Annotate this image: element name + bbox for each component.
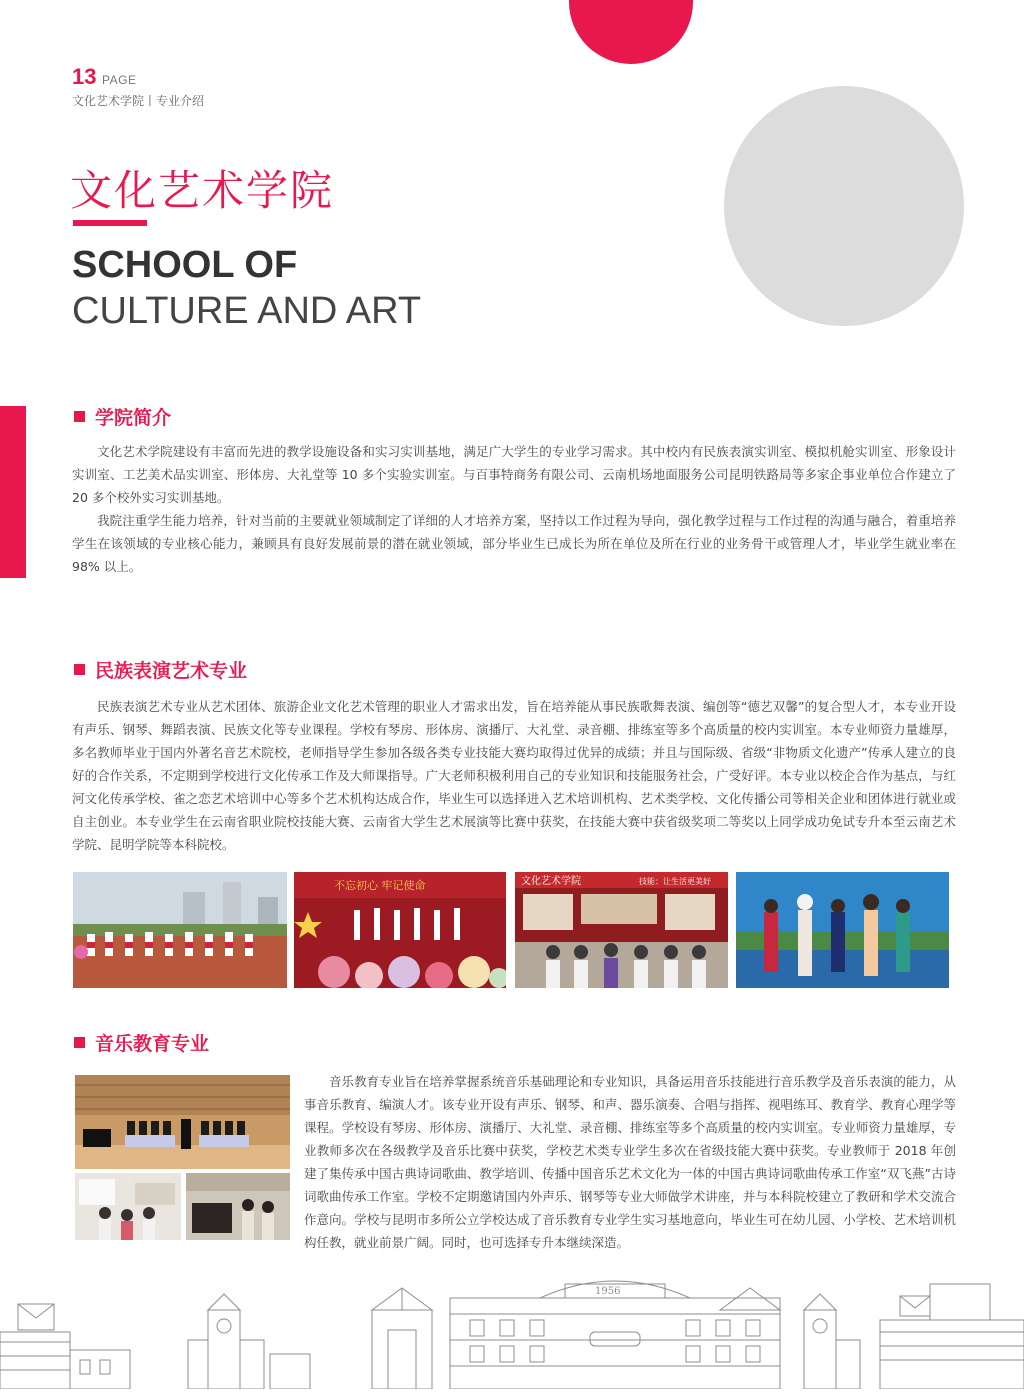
page-word: PAGE [102, 73, 137, 87]
photo-stadium-dance [73, 872, 287, 988]
building-year-text: 1956 [595, 1286, 621, 1297]
bullet-square-icon [74, 411, 85, 422]
photo-stage-performance [294, 872, 506, 988]
breadcrumb: 文化艺术学院丨专业介绍 [72, 94, 205, 108]
section-title: 音乐教育专业 [95, 1033, 210, 1055]
section-header-ethnic-performance [74, 656, 247, 683]
paragraph: 我院注重学生能力培养，针对当前的主要就业领域制定了详细的人才培养方案，坚持以工作过程为导向，强化教学过程与工作过程的沟通与融合，着重培养学生在该领域的专业核心能力，兼顾具有良好发展前景的潜在就业领域，部分毕业生已成长为所在单位及所在行业的业务骨干或管理人才，毕业学生就业率在 98% 以上。 [72, 513, 956, 574]
stage-banner-text: 不忘初心 牢记使命 [334, 879, 426, 892]
page-number: 13 [72, 64, 97, 89]
photo-music-lesson [186, 1173, 290, 1240]
section-music-body [304, 1070, 956, 1254]
bullet-square-icon [74, 1037, 85, 1048]
footer-skyline-illustration [0, 1270, 1024, 1389]
page-title-cn: 文化艺术学院 [70, 166, 335, 215]
title-underline [73, 220, 147, 226]
bullet-square-icon [74, 664, 85, 675]
paragraph: 民族表演艺术专业从艺术团体、旅游企业文化艺术管理的职业人才需求出发，旨在培养能从事民族歌舞表演、编创等“德艺双馨”的复合型人才，本专业开设有声乐、钢琴、舞蹈表演、民族文化等专业课程。学校有琴房、形体房、演播厅、大礼堂、录音棚、排练室等多个高质量的校内实训室。本专业师资力量雄厚，多名教师毕业于国内外著名音艺术院校，老师指导学生参加各级各类专业技能大赛均取得过优异的成绩；并且与国际级、省级“非物质文化遗产”传承人建立的良好的合作关系，不定期到学校进行文化传承工作及大师课指导。广大老师积极利用自己的专业知识和技能服务社会，广受好评。本专业以校企合作为基点，与红河文化传承学校、雀之恋艺术培训中心等多个艺术机构达成合作，毕业生可以选择进入艺术培训机构、艺术类学校、文化传播公司等相关企业和团体进行就业或自主创业。本专业学生在云南省职业院校技能大赛、云南省大学生艺术展演等比赛中获奖，在技能大赛中获省级奖项二等奖以上同学成功免试专升本至云南艺术学院、昆明学院等本科院校。 [72, 699, 956, 852]
photo-choir-concert-hall [75, 1075, 290, 1169]
section-intro-body [72, 440, 956, 578]
page-title-en-line1: SCHOOL OF [72, 244, 298, 286]
paragraph: 音乐教育专业旨在培养掌握系统音乐基础理论和专业知识，具备运用音乐技能进行音乐教学及音乐表演的能力，从事音乐教育、编演人才。该专业开设有声乐、钢琴、和声、器乐演奏、合唱与指挥、视唱练耳、教育学、教育心理学等课程。学校设有琴房、形体房、演播厅、大礼堂、录音棚、排练室等多个高质量的校内实训室。专业师资力量雄厚，专业教师多次在各级教学及音乐比赛中获奖，学校艺术类专业学生多次在省级技能大赛中获奖。专业教师于 2018 年创建了集传承中国古典诗词歌曲、教学培训、传播中国音乐艺术文化为一体的中国古典诗词歌曲传承工作室“双飞燕”古诗词歌曲传承工作室。学校不定期邀请国内外声乐、钢琴等专业大师做学术讲座，并与本科院校建立了教研和学术交流合作意向。学校与昆明市多所公立学校达成了音乐教育专业学生实习基地意向，毕业生可在幼儿园、小学校、艺术培训机构任教，就业前景广阔。同时，也可选择专升本继续深造。 [304, 1074, 956, 1250]
photo-classroom-teaching [75, 1173, 181, 1240]
accent-circle-decoration [569, 0, 693, 64]
section-header-music-education [74, 1029, 209, 1056]
section-title: 学院简介 [95, 407, 172, 429]
side-accent-bar [0, 406, 26, 578]
board-title-text: 文化艺术学院 [521, 876, 581, 887]
photo-ethnic-costumes [736, 872, 949, 988]
photo-placeholder-circle [724, 86, 964, 326]
section-header-intro [74, 403, 171, 430]
section-title: 民族表演艺术专业 [95, 660, 248, 682]
photo-exhibition-board [515, 872, 728, 988]
page-title-en-line2: CULTURE AND ART [72, 290, 422, 332]
section-ethnic-body [72, 695, 956, 856]
paragraph: 文化艺术学院建设有丰富而先进的教学设施设备和实习实训基地，满足广大学生的专业学习需求。其中校内有民族表演实训室、模拟机舱实训室、形象设计实训室、工艺美术品实训室、形体房、大礼堂等 10 多个实验实训室。与百事特商务有限公司、云南机场地面服务公司昆明铁路局等多家企事业单位合作建立了 20 多个校外实习实训基地。 [72, 444, 956, 505]
board-slogan-text: 技能：让生活更美好 [639, 877, 711, 886]
